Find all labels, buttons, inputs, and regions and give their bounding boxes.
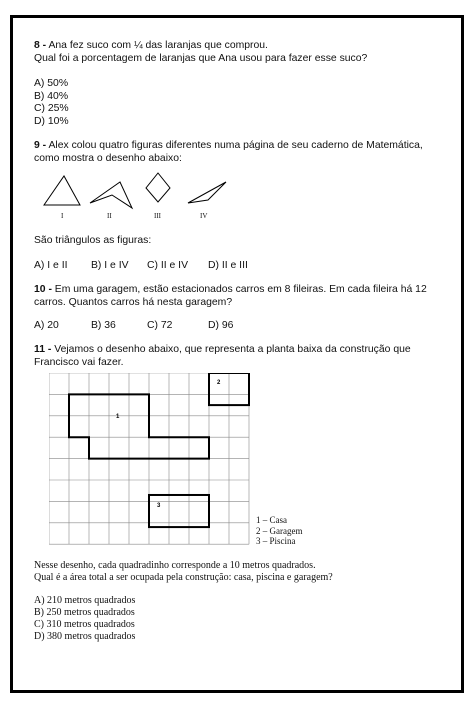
figure-iii-rhombus — [146, 173, 170, 202]
legend-piscina: 3 – Piscina — [256, 536, 296, 546]
q8-line1 — [34, 40, 367, 53]
q9-option-a[interactable]: A) I e II — [34, 260, 68, 271]
q9-option-b[interactable]: B) I e IV — [91, 260, 129, 271]
q9-number: 9 - — [34, 140, 47, 151]
floor-plan — [49, 373, 250, 545]
q8-option-b[interactable]: B) 40% — [34, 90, 69, 102]
q11-number: 11 - — [34, 344, 52, 355]
figure-label-ii: II — [107, 212, 112, 220]
q11-option-c[interactable]: C) 310 metros quadrados — [34, 619, 135, 630]
q8-option-c[interactable]: C) 25% — [34, 103, 69, 114]
q9-shapes — [34, 170, 264, 210]
q9-line2: como mostra o desenho abaixo: — [34, 152, 182, 164]
q8-line2: Qual foi a porcentagem de laranjas que Ana usou para fazer esse suco? — [34, 52, 368, 64]
legend-garagem: 2 – Garagem — [256, 525, 303, 536]
q8-options — [34, 78, 69, 128]
q11-line1 — [34, 344, 411, 357]
figure-ii-concave — [90, 182, 132, 208]
region-piscina — [149, 495, 209, 527]
q8-option-a[interactable]: A) 50% — [34, 78, 69, 89]
figure-label-iii: III — [154, 212, 161, 220]
floor-plan-legend — [256, 515, 302, 547]
figure-label-i: I — [61, 212, 64, 220]
legend-casa: 1 – Casa — [256, 515, 287, 525]
q9-option-c[interactable]: C) II e IV — [147, 260, 188, 271]
q10-line2: carros. Quantos carros há nesta garagem? — [34, 296, 233, 308]
q11-text1: Vejamos o desenho abaixo, que representa a planta baixa da construção que — [54, 344, 411, 355]
q9-line1 — [34, 140, 423, 153]
q8-option-d[interactable]: D) 10% — [34, 115, 69, 127]
q11-text-1: Nesse desenho, cada quadradinho corresponde a 10 metros quadrados. — [34, 560, 316, 571]
question-8 — [34, 40, 367, 65]
region-label-3: 3 — [157, 503, 161, 509]
question-10 — [34, 284, 427, 309]
q10-line1 — [34, 284, 427, 297]
q10-number: 10 - — [34, 284, 52, 295]
q11-option-d[interactable]: D) 380 metros quadrados — [34, 631, 136, 642]
q10-option-c[interactable]: C) 72 — [147, 320, 173, 331]
region-label-1: 1 — [116, 414, 120, 420]
q10-option-b[interactable]: B) 36 — [91, 320, 116, 331]
q10-text1: Em uma garagem, estão estacionados carros em 8 fileiras. Em cada fileira há 12 — [54, 284, 427, 295]
q11-option-b[interactable]: B) 250 metros quadrados — [34, 607, 135, 618]
q11-option-a[interactable]: A) 210 metros quadrados — [34, 595, 136, 606]
q9-figures — [34, 170, 264, 222]
figure-iv-triangle — [188, 182, 226, 203]
region-casa — [69, 394, 209, 458]
floor-plan-grid — [49, 373, 250, 545]
q11-line2: Francisco vai fazer. — [34, 356, 124, 368]
q10-option-a[interactable]: A) 20 — [34, 320, 59, 331]
q11-text-2: Qual é a área total a ser ocupada pela construção: casa, piscina e garagem? — [34, 572, 333, 583]
figure-i-triangle — [44, 176, 80, 205]
q10-option-d[interactable]: D) 96 — [208, 320, 234, 331]
q9-option-d[interactable]: D) II e III — [208, 260, 248, 271]
figure-label-iv: IV — [200, 212, 208, 220]
q11-statement — [34, 560, 333, 584]
q11-options — [34, 595, 135, 643]
q8-text1: Ana fez suco com ¼ das laranjas que comprou. — [48, 40, 268, 51]
question-9 — [34, 140, 423, 165]
q9-text1: Alex colou quatro figuras diferentes numa página de seu caderno de Matemática, — [48, 140, 423, 151]
q8-number: 8 - — [34, 40, 47, 51]
region-label-2: 2 — [217, 380, 221, 386]
q9-prompt: São triângulos as figuras: — [34, 235, 152, 246]
question-11 — [34, 344, 411, 369]
